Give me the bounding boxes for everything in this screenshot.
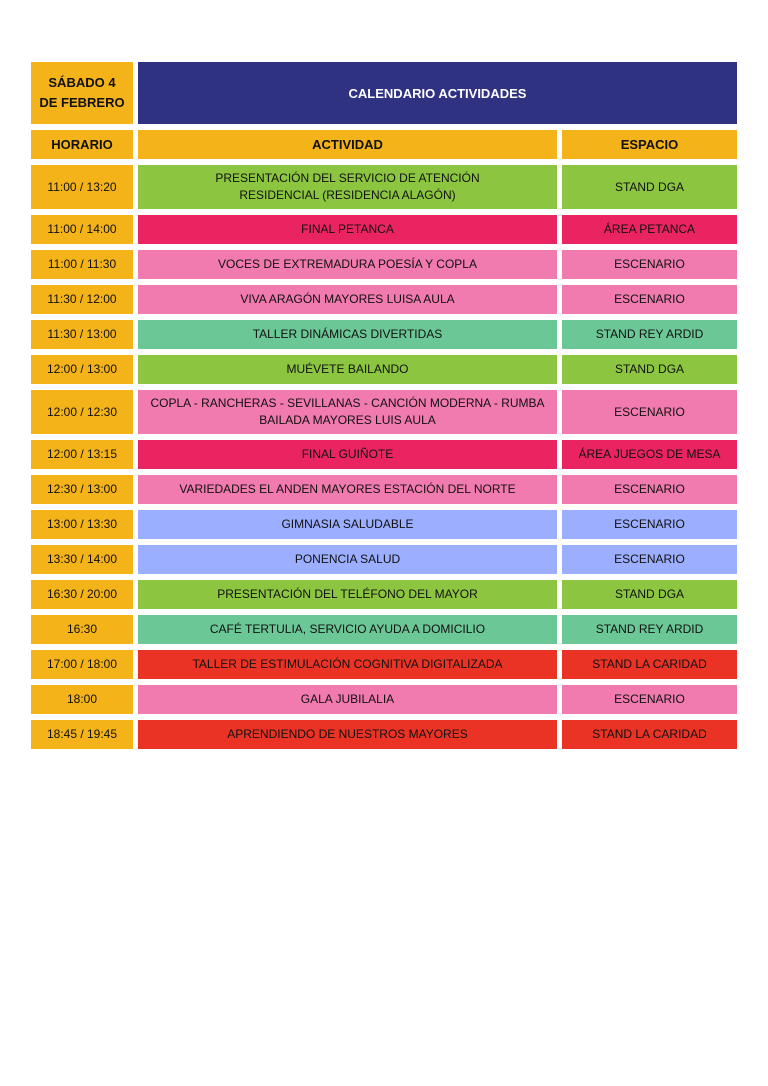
activity-cell: MUÉVETE BAILANDO <box>138 355 557 384</box>
activity-cell: PRESENTACIÓN DEL TELÉFONO DEL MAYOR <box>138 580 557 609</box>
space-cell: ESCENARIO <box>562 475 737 504</box>
time-cell: 16:30 / 20:00 <box>31 580 133 609</box>
time-cell: 11:00 / 14:00 <box>31 215 133 244</box>
time-cell: 12:00 / 13:15 <box>31 440 133 469</box>
activity-cell: GIMNASIA SALUDABLE <box>138 510 557 539</box>
table-row <box>31 685 737 714</box>
time-cell: 11:30 / 13:00 <box>31 320 133 349</box>
time-cell: 13:00 / 13:30 <box>31 510 133 539</box>
table-row <box>31 615 737 644</box>
table-row <box>31 475 737 504</box>
time-cell: 12:00 / 12:30 <box>31 390 133 434</box>
time-cell: 18:00 <box>31 685 133 714</box>
time-cell: 11:30 / 12:00 <box>31 285 133 314</box>
space-cell: ÁREA JUEGOS DE MESA <box>562 440 737 469</box>
table-body <box>31 165 737 749</box>
space-cell: ÁREA PETANCA <box>562 215 737 244</box>
column-header-actividad: ACTIVIDAD <box>138 130 557 159</box>
activity-cell: CAFÉ TERTULIA, SERVICIO AYUDA A DOMICILIO <box>138 615 557 644</box>
activity-line-1: PRESENTACIÓN DEL SERVICIO DE ATENCIÓN <box>215 171 480 185</box>
time-cell: 12:00 / 13:00 <box>31 355 133 384</box>
space-cell: STAND DGA <box>562 580 737 609</box>
activity-cell: VOCES DE EXTREMADURA POESÍA Y COPLA <box>138 250 557 279</box>
table-row <box>31 390 737 434</box>
table-row <box>31 440 737 469</box>
space-cell: ESCENARIO <box>562 545 737 574</box>
table-row <box>31 650 737 679</box>
space-cell: STAND DGA <box>562 355 737 384</box>
date-line-2: DE FEBRERO <box>39 95 125 110</box>
column-header-row <box>31 130 737 159</box>
table-row <box>31 720 737 749</box>
activity-line-2: BAILADA MAYORES LUIS AULA <box>259 413 436 427</box>
activity-cell: PONENCIA SALUD <box>138 545 557 574</box>
time-cell: 18:45 / 19:45 <box>31 720 133 749</box>
activity-line-1: COPLA - RANCHERAS - SEVILLANAS - CANCIÓN MODERNA - RUMBA <box>150 396 545 410</box>
space-cell: ESCENARIO <box>562 250 737 279</box>
schedule-table <box>31 62 737 755</box>
table-row <box>31 580 737 609</box>
space-cell: ESCENARIO <box>562 285 737 314</box>
space-cell: ESCENARIO <box>562 685 737 714</box>
table-row <box>31 545 737 574</box>
activity-cell: GALA JUBILALIA <box>138 685 557 714</box>
activity-cell: FINAL GUIÑOTE <box>138 440 557 469</box>
activity-cell <box>138 165 557 209</box>
space-cell: STAND REY ARDID <box>562 615 737 644</box>
time-cell: 11:00 / 13:20 <box>31 165 133 209</box>
time-cell: 12:30 / 13:00 <box>31 475 133 504</box>
activity-line-2: RESIDENCIAL (RESIDENCIA ALAGÓN) <box>239 188 456 202</box>
space-cell: STAND REY ARDID <box>562 320 737 349</box>
page-title: CALENDARIO ACTIVIDADES <box>138 62 737 124</box>
time-cell: 11:00 / 11:30 <box>31 250 133 279</box>
activity-cell: APRENDIENDO DE NUESTROS MAYORES <box>138 720 557 749</box>
space-cell: STAND DGA <box>562 165 737 209</box>
space-cell: ESCENARIO <box>562 390 737 434</box>
activity-cell: TALLER DINÁMICAS DIVERTIDAS <box>138 320 557 349</box>
table-row <box>31 285 737 314</box>
column-header-horario: HORARIO <box>31 130 133 159</box>
table-row <box>31 355 737 384</box>
activity-cell: VARIEDADES EL ANDEN MAYORES ESTACIÓN DEL NORTE <box>138 475 557 504</box>
table-row <box>31 165 737 209</box>
table-row <box>31 320 737 349</box>
time-cell: 16:30 <box>31 615 133 644</box>
activity-cell: FINAL PETANCA <box>138 215 557 244</box>
date-line-1: SÁBADO 4 <box>48 75 116 90</box>
column-header-espacio: ESPACIO <box>562 130 737 159</box>
activity-cell: TALLER DE ESTIMULACIÓN COGNITIVA DIGITALIZADA <box>138 650 557 679</box>
activity-cell: VIVA ARAGÓN MAYORES LUISA AULA <box>138 285 557 314</box>
date-header <box>31 62 133 124</box>
table-row <box>31 510 737 539</box>
table-row <box>31 215 737 244</box>
table-row <box>31 250 737 279</box>
time-cell: 13:30 / 14:00 <box>31 545 133 574</box>
space-cell: STAND LA CARIDAD <box>562 650 737 679</box>
space-cell: STAND LA CARIDAD <box>562 720 737 749</box>
time-cell: 17:00 / 18:00 <box>31 650 133 679</box>
header-row <box>31 62 737 124</box>
activity-cell <box>138 390 557 434</box>
space-cell: ESCENARIO <box>562 510 737 539</box>
